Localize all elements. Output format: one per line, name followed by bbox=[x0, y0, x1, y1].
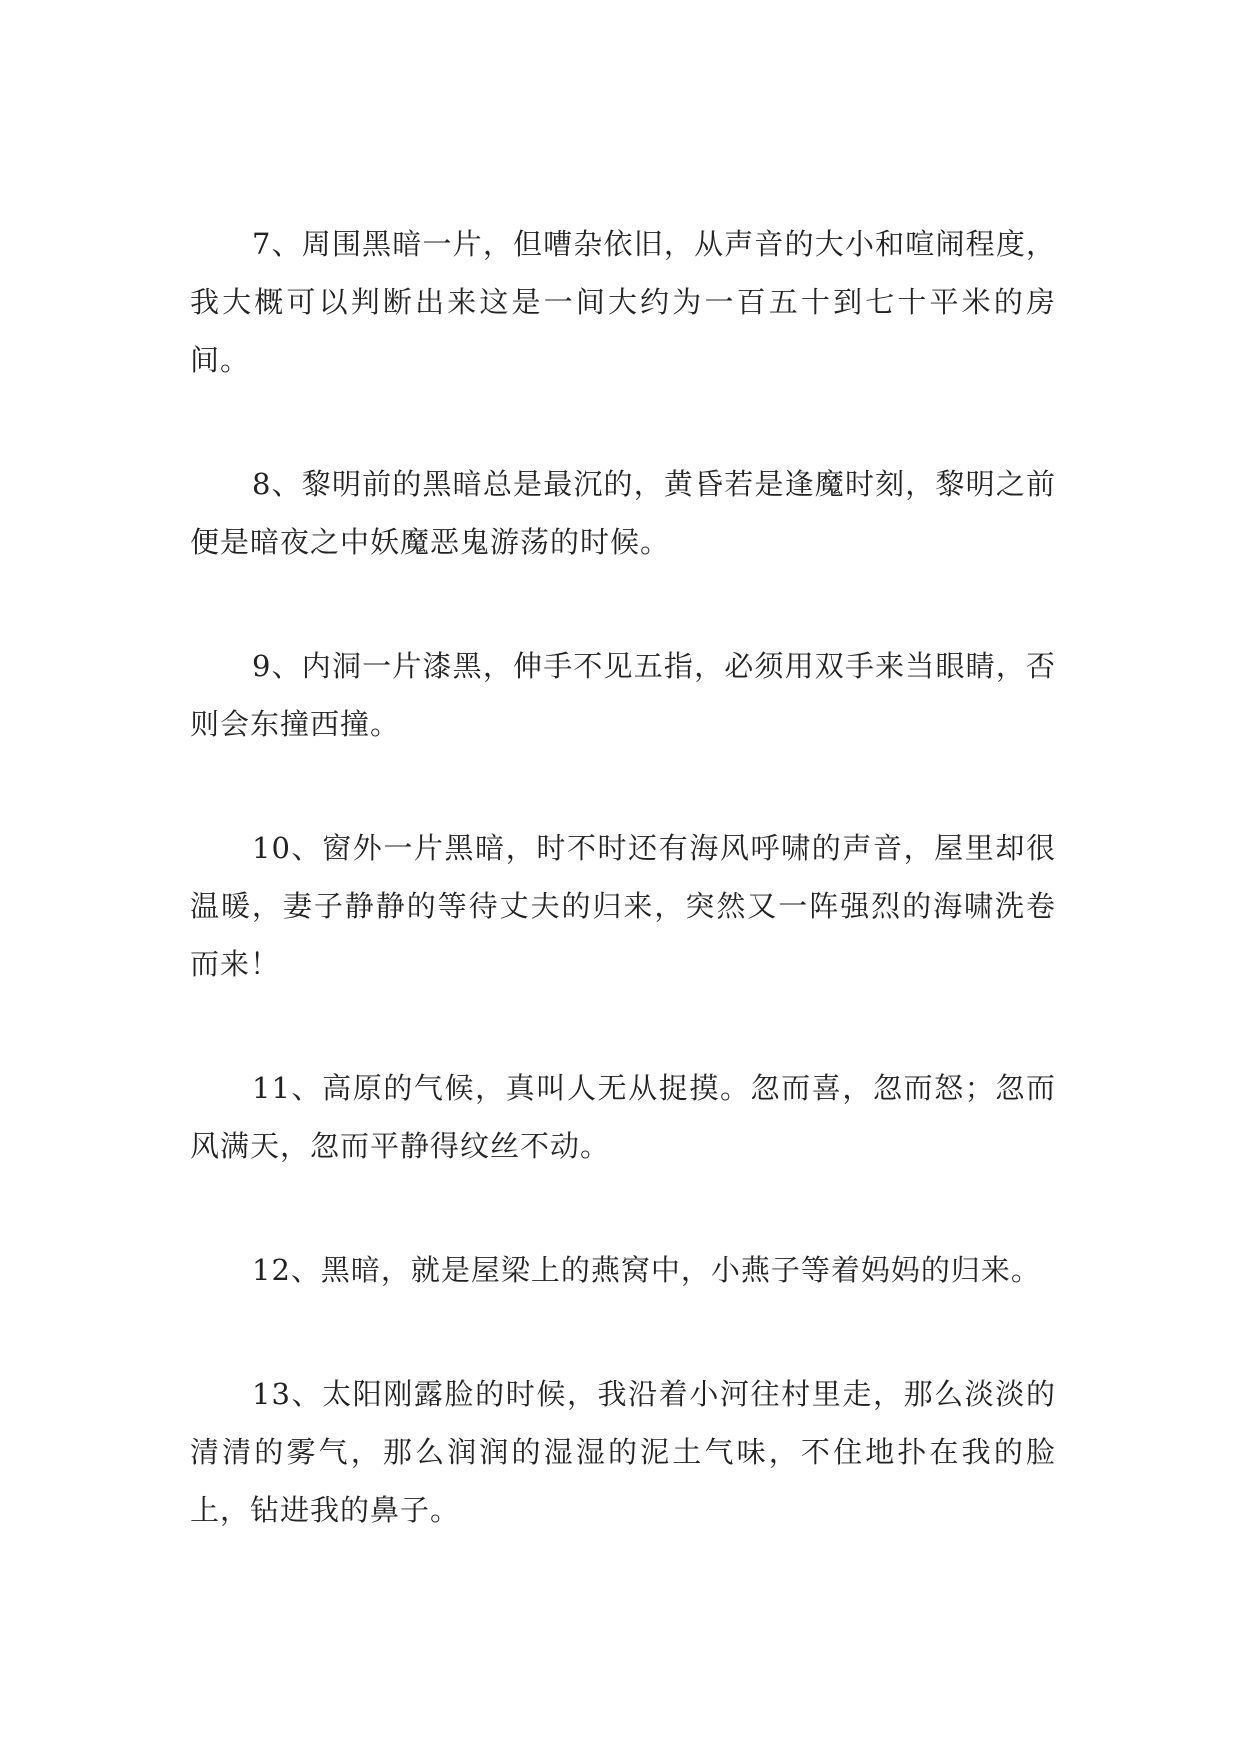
paragraph-12: 12、黑暗，就是屋梁上的燕窝中，小燕子等着妈妈的归来。 bbox=[252, 1253, 1041, 1287]
paragraph-13: 13、太阳刚露脸的时候，我沿着小河往村里走，那么淡淡的清清的雾气，那么润润的湿湿的泥土气味，不住地扑在我的脸上，钻进我的鼻子。 bbox=[190, 1377, 1056, 1527]
paragraph-10: 10、窗外一片黑暗，时不时还有海风呼啸的声音，屋里却很温暖，妻子静静的等待丈夫的归来，突然又一阵强烈的海啸洗卷而来！ bbox=[190, 831, 1056, 981]
paragraph-11: 11、高原的气候，真叫人无从捉摸。忽而喜，忽而怒；忽而风满天，忽而平静得纹丝不动。 bbox=[190, 1071, 1056, 1163]
document-body bbox=[190, 215, 1056, 1605]
paragraph-9: 9、内洞一片漆黑，伸手不见五指，必须用双手来当眼睛，否则会东撞西撞。 bbox=[190, 649, 1056, 741]
paragraph-8: 8、黎明前的黑暗总是最沉的，黄昏若是逢魔时刻，黎明之前便是暗夜之中妖魔恶鬼游荡的时候。 bbox=[190, 467, 1056, 559]
paragraph-7: 7、周围黑暗一片，但嘈杂依旧，从声音的大小和喧闹程度，我大概可以判断出来这是一间大约为一百五十到七十平米的房间。 bbox=[190, 227, 1056, 377]
